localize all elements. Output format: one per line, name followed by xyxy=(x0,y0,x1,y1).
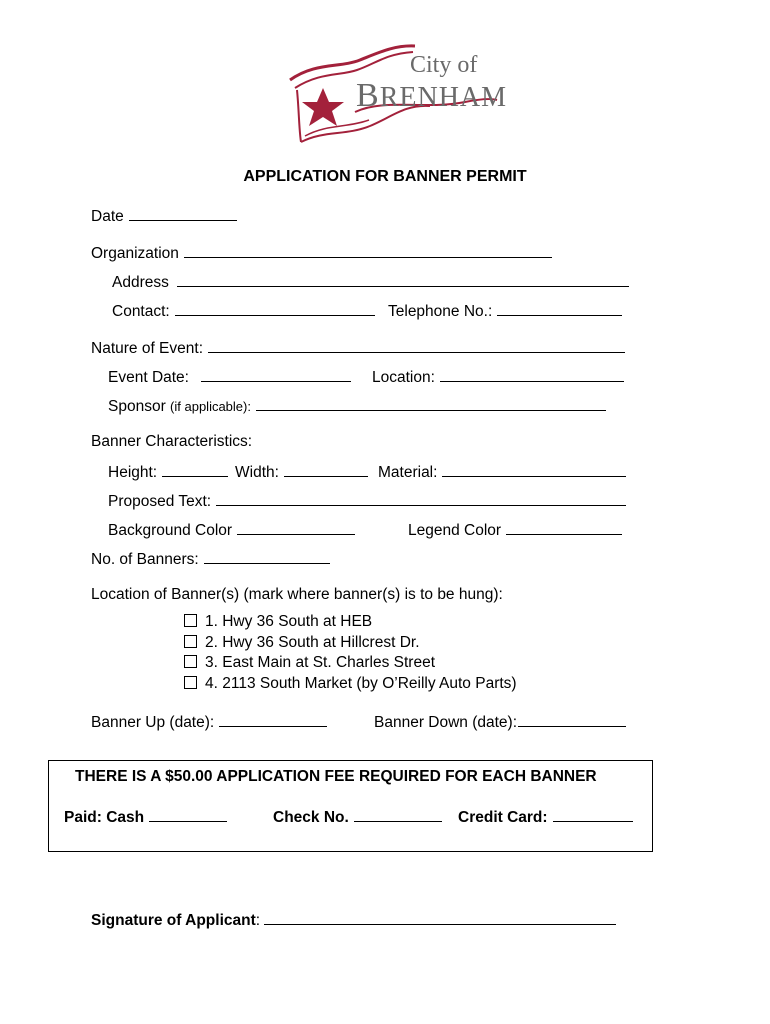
event-date-row xyxy=(108,367,351,387)
telephone-field[interactable] xyxy=(497,301,622,316)
logo-brenham: BRENHAM xyxy=(356,77,508,114)
signature-row xyxy=(91,910,616,930)
signature-field[interactable] xyxy=(264,910,616,925)
banner-up-row xyxy=(91,712,327,732)
location-option-4[interactable] xyxy=(184,675,517,693)
location-row xyxy=(372,367,624,387)
height-field[interactable] xyxy=(162,462,228,477)
credit-card-field[interactable] xyxy=(553,807,633,822)
location-option-1[interactable] xyxy=(184,613,372,631)
event-date-label: Event Date: xyxy=(108,369,189,386)
page-title: APPLICATION FOR BANNER PERMIT xyxy=(243,168,527,185)
credit-card-label: Credit Card: xyxy=(458,809,548,826)
checkbox[interactable] xyxy=(184,635,197,648)
paid-cash-row xyxy=(64,807,227,827)
contact-row xyxy=(112,301,375,321)
cash-field[interactable] xyxy=(149,807,227,822)
height-row xyxy=(108,462,228,482)
background-color-field[interactable] xyxy=(237,520,355,535)
banner-up-field[interactable] xyxy=(219,712,327,727)
no-of-banners-field[interactable] xyxy=(204,549,330,564)
date-field[interactable] xyxy=(129,206,237,221)
proposed-text-label: Proposed Text: xyxy=(108,493,212,510)
location-option-3[interactable] xyxy=(184,654,435,672)
telephone-row xyxy=(388,301,622,321)
sponsor-field[interactable] xyxy=(256,396,606,411)
check-no-field[interactable] xyxy=(354,807,442,822)
proposed-text-field[interactable] xyxy=(216,491,626,506)
location-of-banners-heading: Location of Banner(s) (mark where banner(s) is to be hung): xyxy=(91,586,503,603)
date-label: Date xyxy=(91,208,124,225)
legend-color-field[interactable] xyxy=(506,520,622,535)
sponsor-row xyxy=(108,396,606,416)
nature-of-event-label: Nature of Event: xyxy=(91,340,204,357)
contact-field[interactable] xyxy=(175,301,375,316)
material-row xyxy=(378,462,626,482)
checkbox[interactable] xyxy=(184,655,197,668)
address-label: Address xyxy=(112,274,169,291)
checkbox[interactable] xyxy=(184,614,197,627)
location-option-label: 1. Hwy 36 South at HEB xyxy=(205,613,373,630)
contact-label: Contact: xyxy=(112,303,170,320)
banner-down-label: Banner Down (date): xyxy=(374,714,518,731)
address-field[interactable] xyxy=(177,272,629,287)
width-row xyxy=(235,462,368,482)
logo-city-of: City of xyxy=(410,52,478,78)
banner-down-field[interactable] xyxy=(518,712,626,727)
location-field[interactable] xyxy=(440,367,624,382)
check-no-label: Check No. xyxy=(273,809,349,826)
legend-color-row xyxy=(408,520,622,540)
width-label: Width: xyxy=(235,464,279,481)
location-option-label: 3. East Main at St. Charles Street xyxy=(205,654,436,671)
fee-notice: THERE IS A $50.00 APPLICATION FEE REQUIRED FOR EACH BANNER xyxy=(75,768,597,785)
proposed-text-row xyxy=(108,491,626,511)
background-color-row xyxy=(108,520,355,540)
signature-colon: : xyxy=(255,912,261,929)
banner-characteristics-heading: Banner Characteristics: xyxy=(91,433,253,450)
material-field[interactable] xyxy=(442,462,626,477)
sponsor-label: Sponsor xyxy=(108,398,166,415)
material-label: Material: xyxy=(378,464,438,481)
checkbox[interactable] xyxy=(184,676,197,689)
event-date-field[interactable] xyxy=(201,367,351,382)
location-option-2[interactable] xyxy=(184,634,420,652)
star-icon xyxy=(302,88,344,126)
organization-label: Organization xyxy=(91,245,179,262)
date-row xyxy=(91,206,237,226)
location-label: Location: xyxy=(372,369,435,386)
organization-row xyxy=(91,243,552,263)
telephone-label: Telephone No.: xyxy=(388,303,493,320)
paid-cash-label: Paid: Cash xyxy=(64,809,145,826)
no-of-banners-row xyxy=(91,549,330,569)
height-label: Height: xyxy=(108,464,158,481)
banner-up-label: Banner Up (date): xyxy=(91,714,215,731)
location-option-label: 4. 2113 South Market (by O’Reilly Auto Parts) xyxy=(205,675,517,692)
banner-down-row xyxy=(374,712,626,732)
sponsor-note: (if applicable): xyxy=(170,399,251,414)
signature-label: Signature of Applicant xyxy=(91,912,256,929)
address-row xyxy=(112,272,629,292)
legend-color-label: Legend Color xyxy=(408,522,502,539)
nature-of-event-row xyxy=(91,338,625,358)
width-field[interactable] xyxy=(284,462,368,477)
nature-of-event-field[interactable] xyxy=(208,338,625,353)
location-option-label: 2. Hwy 36 South at Hillcrest Dr. xyxy=(205,634,420,651)
check-no-row xyxy=(273,807,442,827)
credit-card-row xyxy=(458,807,633,827)
organization-field[interactable] xyxy=(184,243,552,258)
no-of-banners-label: No. of Banners: xyxy=(91,551,199,568)
background-color-label: Background Color xyxy=(108,522,233,539)
